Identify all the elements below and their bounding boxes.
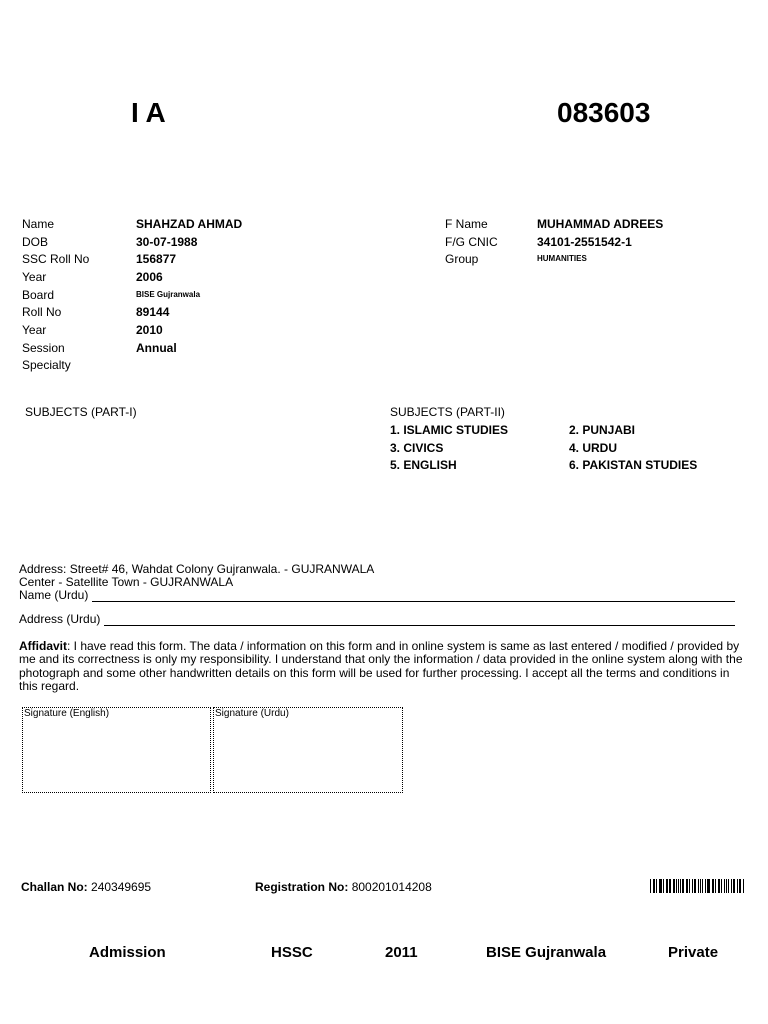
center-line: Center - Satellite Town - GUJRANWALA — [19, 575, 234, 589]
subject-item: 1. ISLAMIC STUDIES — [390, 423, 509, 437]
subjects-part1-title: SUBJECTS (PART-I) — [25, 405, 137, 419]
registration-label: Registration No: — [255, 880, 349, 894]
address-urdu-line — [104, 615, 735, 626]
ssc-roll-value: 156877 — [136, 252, 177, 266]
challan-value: 240349695 — [91, 880, 152, 894]
signature-english-label: Signature (English) — [24, 708, 110, 719]
ssc-year-value: 2006 — [136, 270, 163, 284]
board-value: BISE Gujranwala — [136, 290, 201, 299]
address-urdu-field[interactable] — [19, 612, 735, 626]
board-label: Board — [22, 288, 55, 302]
address-urdu-label: Address (Urdu) — [19, 612, 101, 626]
affidavit-title: Affidavit — [19, 639, 67, 653]
cnic-value: 34101-2551542-1 — [537, 235, 632, 249]
barcode-icon — [650, 879, 745, 893]
group-label: Group — [445, 252, 479, 266]
footer-board: BISE Gujranwala — [486, 944, 607, 961]
signature-urdu-label: Signature (Urdu) — [215, 708, 289, 719]
footer-year: 2011 — [385, 944, 418, 961]
subject-item: 5. ENGLISH — [390, 458, 457, 472]
year-label: Year — [22, 323, 47, 337]
name-urdu-line — [92, 591, 735, 602]
subject-item: 3. CIVICS — [390, 441, 444, 455]
footer-candidate-type: Private — [668, 944, 719, 961]
father-name-label: F Name — [445, 217, 488, 231]
group-value: HUMANITIES — [537, 254, 587, 263]
subjects-part2-title: SUBJECTS (PART-II) — [390, 405, 505, 419]
registration-value: 800201014208 — [351, 880, 432, 894]
father-name-value: MUHAMMAD ADREES — [537, 217, 664, 231]
subject-item: 2. PUNJABI — [569, 423, 636, 437]
session-value: Annual — [136, 341, 177, 355]
footer-admission: Admission — [89, 944, 166, 961]
subject-item: 6. PAKISTAN STUDIES — [569, 458, 698, 472]
address-line: Address: Street# 46, Wahdat Colony Gujranwala. - GUJRANWALA — [19, 562, 375, 576]
cnic-label: F/G CNIC — [445, 235, 498, 249]
name-label: Name — [22, 217, 55, 231]
registration-number — [255, 880, 432, 894]
dob-label: DOB — [22, 235, 49, 249]
name-urdu-label: Name (Urdu) — [19, 588, 89, 602]
ssc-year-label: Year — [22, 270, 47, 284]
challan-label: Challan No: — [21, 880, 88, 894]
roll-no-label: Roll No — [22, 305, 62, 319]
affidavit — [19, 640, 743, 694]
ssc-roll-label: SSC Roll No — [22, 252, 90, 266]
challan-number — [21, 880, 151, 894]
year-value: 2010 — [136, 323, 163, 337]
footer-level: HSSC — [271, 944, 313, 961]
signature-english-box[interactable] — [22, 707, 211, 793]
name-value: SHAHZAD AHMAD — [136, 217, 243, 231]
name-urdu-field[interactable] — [19, 588, 735, 602]
signature-urdu-box[interactable] — [213, 707, 403, 793]
class-code: I A — [131, 97, 166, 128]
specialty-label: Specialty — [22, 358, 71, 372]
session-label: Session — [22, 341, 65, 355]
dob-value: 30-07-1988 — [136, 235, 198, 249]
form-number: 083603 — [557, 97, 651, 128]
affidavit-text: : I have read this form. The data / information on this form and in online system is same as last entered / modified / provided by me and its correctness is only my responsibility. I understand that only the information / data provided in the online system along with the photograph and some other handwritten details on this form will be used for further processing. I accept all the terms and conditions in this regard. — [19, 639, 743, 694]
subject-item: 4. URDU — [569, 441, 618, 455]
roll-no-value: 89144 — [136, 305, 170, 319]
